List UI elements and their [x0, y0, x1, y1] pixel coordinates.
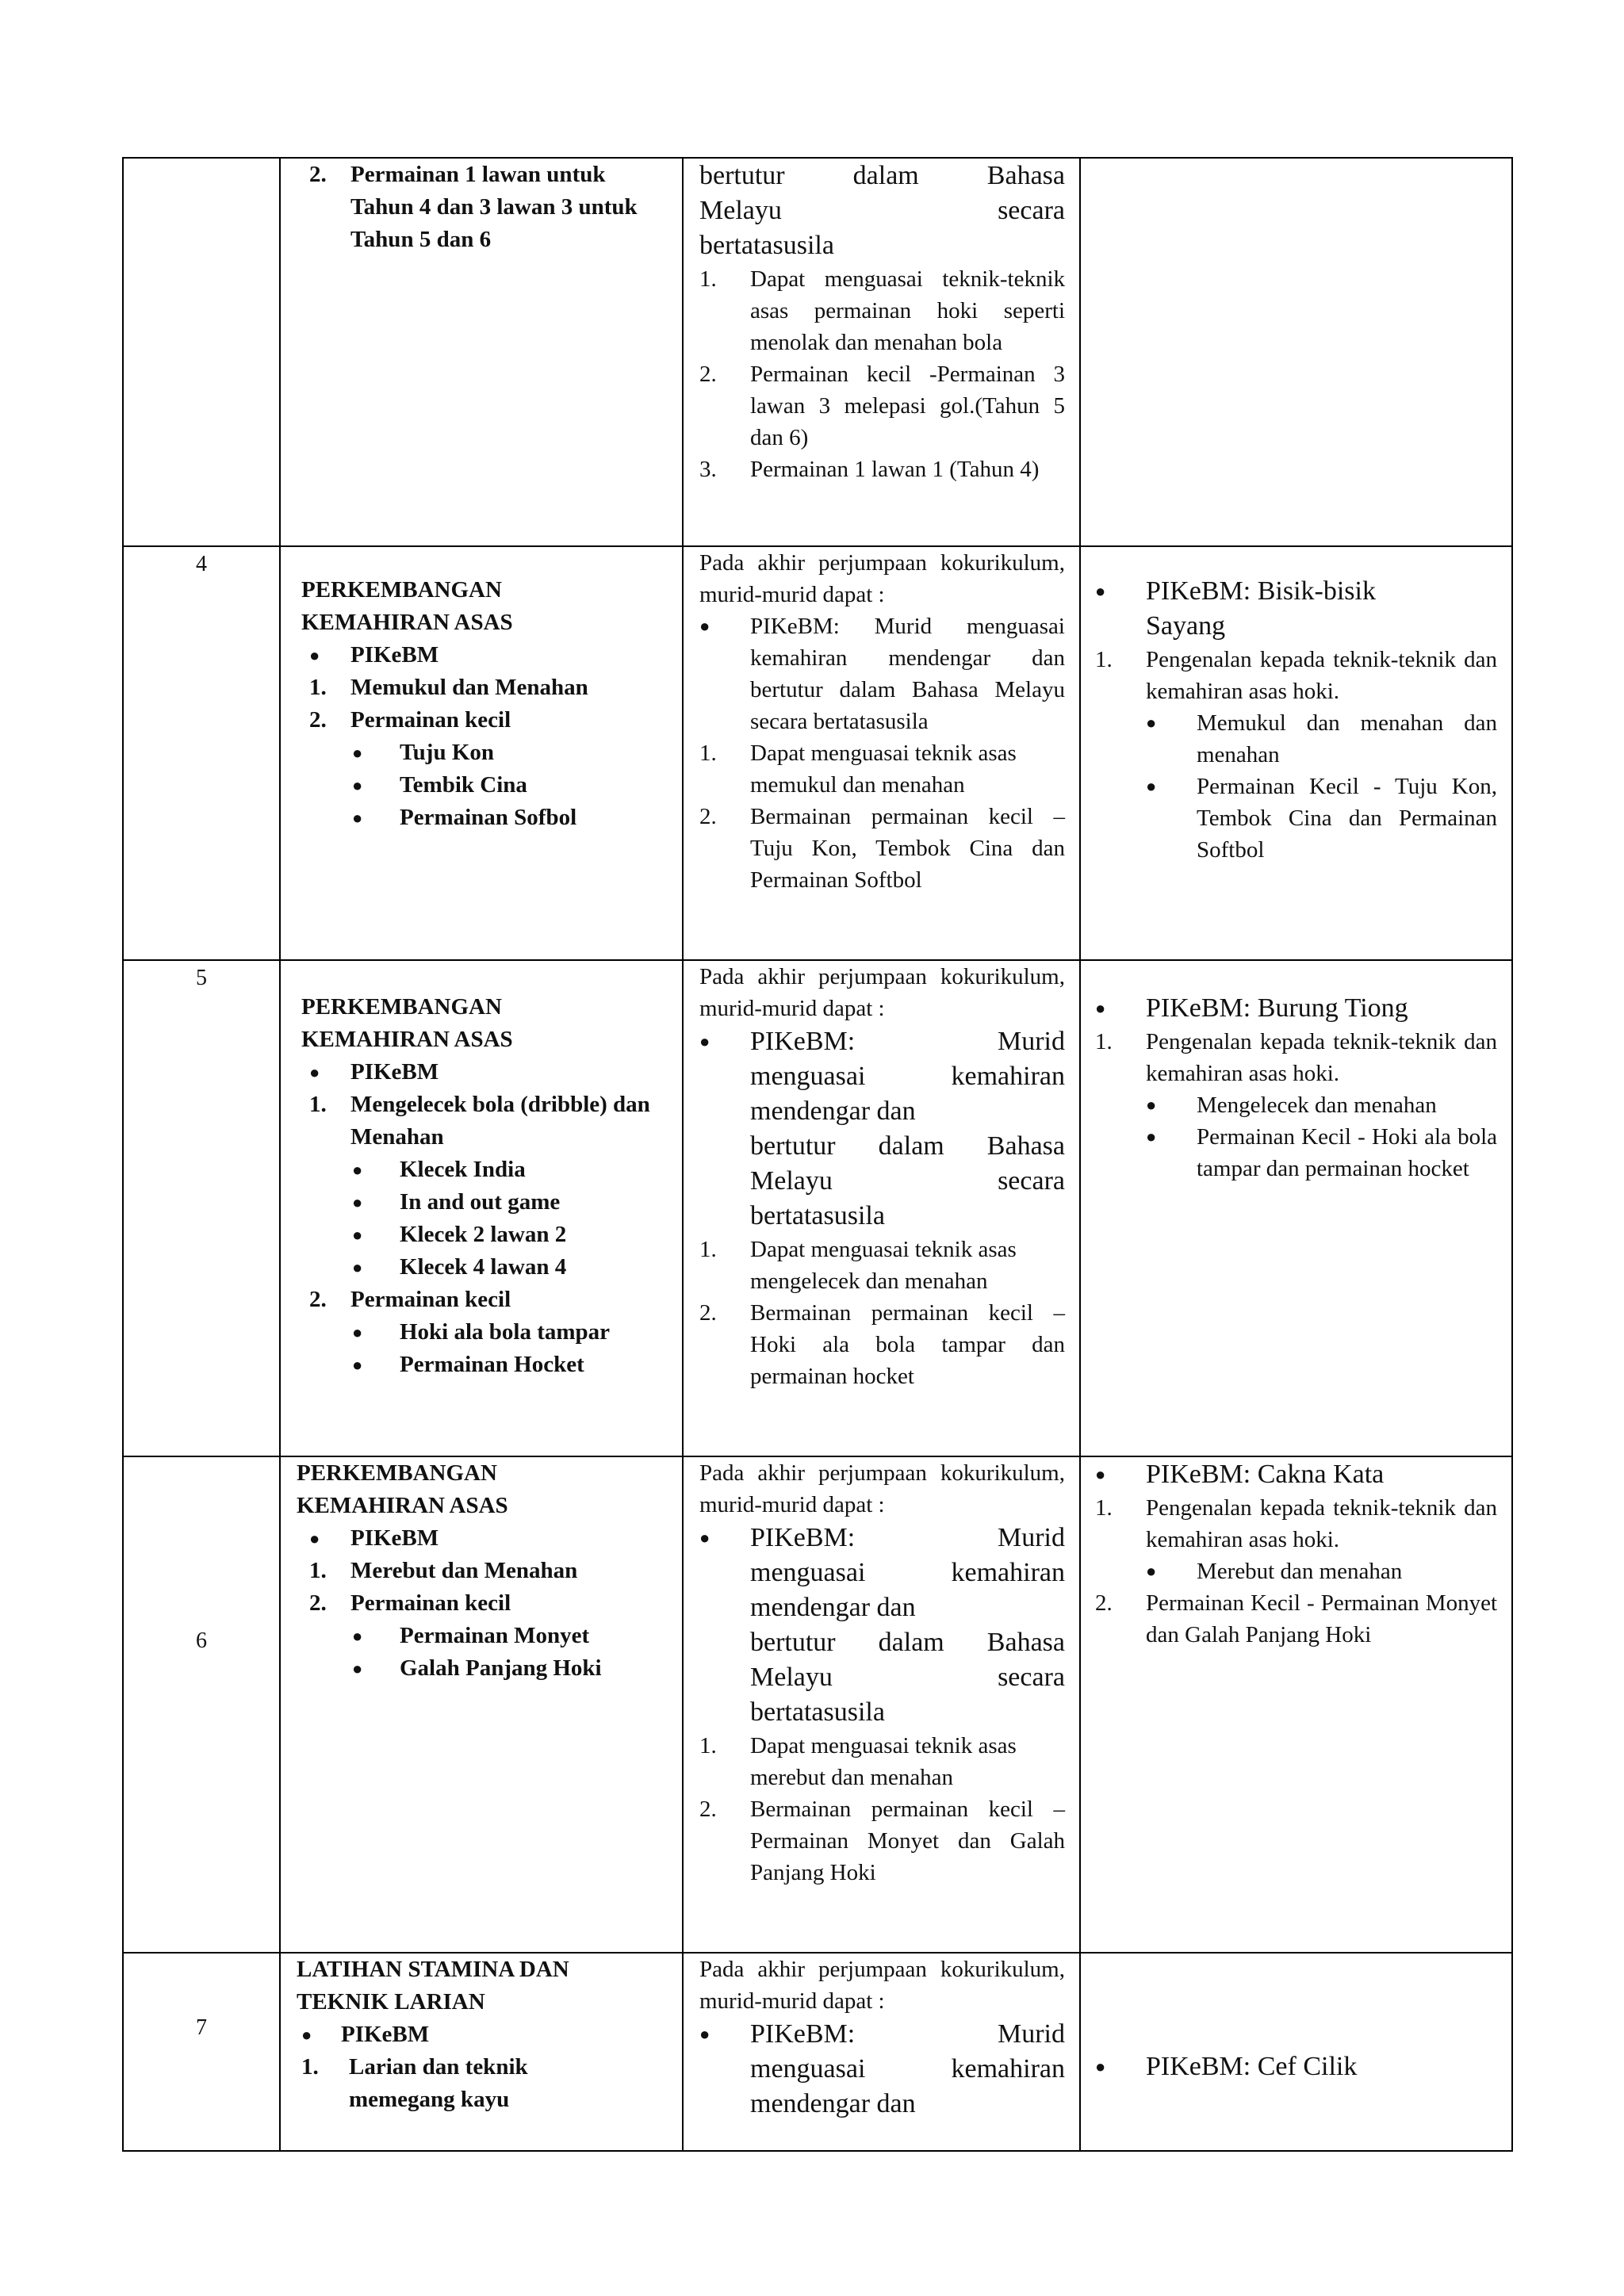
topic-numbered-item: 2. Permainan kecil	[309, 1287, 511, 1312]
topic-subitem: ● Klecek 2 lawan 2	[352, 1222, 567, 1247]
objective-cell	[683, 1953, 1080, 2151]
topic-subitem: ● Hoki ala bola tampar	[352, 1319, 611, 1345]
topic-subitem: ● Tembik Cina	[352, 772, 527, 798]
objective-item: 2. Bermainan permainan kecil – Tuju Kon, Tembok Cina dan Permainan Softbol	[699, 804, 1065, 893]
activity-bullet: ● PIKeBM: Cakna Kata	[1095, 1460, 1385, 1489]
objective-cell	[683, 1456, 1080, 1953]
activity-item: 2. Permainan Kecil - Permainan Monyet dan Galah Panjang Hoki	[1095, 1590, 1497, 1647]
topic-numbered-item: 1. Larian dan teknik memegang kayu	[301, 2054, 528, 2112]
topic-numbered-item: 1. Memukul dan Menahan	[309, 675, 588, 700]
week-cell: 7	[123, 1953, 280, 2151]
objective-item: 1. Dapat menguasai teknik asas merebut dan menahan	[699, 1733, 1017, 1790]
objective-intro: Pada akhir perjumpaan kokurikulum, murid-murid dapat :	[699, 964, 1065, 1021]
topic-subitem: ● Permainan Sofbol	[352, 805, 577, 830]
topic-numbered-item: 1. Mengelecek bola (dribble) dan Menahan	[309, 1092, 650, 1150]
objective-cell	[683, 960, 1080, 1456]
topic-numbered-item: 2. Permainan kecil	[309, 1590, 511, 1616]
activity-cell	[1080, 158, 1512, 546]
lesson-plan-table	[122, 157, 1513, 2152]
table-row	[123, 1953, 1512, 2151]
topic-subitem: ● Galah Panjang Hoki	[352, 1655, 602, 1681]
objective-item: 2. Bermainan permainan kecil – Hoki ala bola tampar dan permainan hocket	[699, 1300, 1065, 1389]
topic-title: PERKEMBANGAN KEMAHIRAN ASAS	[301, 577, 513, 635]
objective-line: bertatasusila	[699, 231, 834, 260]
topic-subitem: ● Klecek India	[352, 1157, 526, 1182]
topic-bullet: ● PIKeBM	[309, 642, 439, 668]
topic-cell	[280, 1953, 683, 2151]
week-cell: 6	[123, 1456, 280, 1953]
objective-item: 1. Dapat menguasai teknik asas mengelecek dan menahan	[699, 1237, 1017, 1294]
week-cell: 4	[123, 546, 280, 960]
table-row	[123, 158, 1512, 546]
objective-intro: Pada akhir perjumpaan kokurikulum, murid-murid dapat :	[699, 550, 1065, 607]
table-row	[123, 546, 1512, 960]
objective-bullet: ● PIKeBM: Murid menguasai kemahiran mendengar dan bertutur dalam Bahasa Melayu secara bertatasusila	[699, 1027, 1065, 1230]
objective-line: bertutur dalam Bahasa	[699, 161, 1065, 190]
objective-bullet: ● PIKeBM: Murid menguasai kemahiran mendengar dan bertutur dalam Bahasa Melayu secara bertatasusila	[699, 1523, 1065, 1727]
activity-cell	[1080, 960, 1512, 1456]
activity-cell	[1080, 1456, 1512, 1953]
week-cell: 5	[123, 960, 280, 1456]
topic-title: LATIHAN STAMINA DAN TEKNIK LARIAN	[297, 1957, 569, 2015]
week-cell	[123, 158, 280, 546]
activity-cell	[1080, 1953, 1512, 2151]
topic-numbered-item: 2. Permainan kecil	[309, 707, 511, 733]
objective-item: 1. Dapat menguasai teknik asas memukul dan menahan	[699, 740, 1017, 798]
topic-title: PERKEMBANGAN KEMAHIRAN ASAS	[301, 994, 513, 1052]
activity-item: 1. Pengenalan kepada teknik-teknik dan kemahiran asas hoki.	[1095, 647, 1497, 704]
topic-bullet: ● PIKeBM	[301, 2022, 430, 2047]
topic-subitem: ● Klecek 4 lawan 4	[352, 1254, 567, 1280]
activity-subitem: ● Mengelecek dan menahan	[1146, 1093, 1437, 1118]
topic-subitem: ● Tuju Kon	[352, 740, 495, 765]
activity-subitem: ● Permainan Kecil - Tuju Kon, Tembok Cina dan Permainan Softbol	[1146, 774, 1497, 863]
objective-item: 3. Permainan 1 lawan 1 (Tahun 4)	[699, 457, 1040, 482]
topic-bullet: ● PIKeBM	[309, 1525, 439, 1551]
table-row	[123, 960, 1512, 1456]
objective-line: Melayu secara	[699, 196, 1065, 225]
activity-bullet: ● PIKeBM: Cef Cilik	[1095, 2052, 1358, 2081]
objective-cell	[683, 546, 1080, 960]
activity-bullet: ● PIKeBM: Burung Tiong	[1095, 993, 1408, 1023]
objective-bullet: ● PIKeBM: Murid menguasai kemahiran mendengar dan	[699, 2019, 1065, 2118]
topic-numbered-item: 1. Merebut dan Menahan	[309, 1558, 578, 1583]
objective-item: 1. Dapat menguasai teknik-teknik asas permainan hoki seperti menolak dan menahan bola	[699, 266, 1065, 355]
objective-item: 2. Permainan kecil -Permainan 3 lawan 3 melepasi gol.(Tahun 5 dan 6)	[699, 362, 1065, 450]
objective-intro: Pada akhir perjumpaan kokurikulum, murid-murid dapat :	[699, 1460, 1065, 1517]
activity-subitem: ● Merebut dan menahan	[1146, 1559, 1403, 1584]
topic-numbered-item: 2. Permainan 1 lawan untuk Tahun 4 dan 3 lawan 3 untuk Tahun 5 dan 6	[309, 162, 638, 252]
objective-bullet: ● PIKeBM: Murid menguasai kemahiran mendengar dan bertutur dalam Bahasa Melayu secara bertatasusila	[699, 614, 1065, 734]
topic-bullet: ● PIKeBM	[309, 1059, 439, 1085]
activity-item: 1. Pengenalan kepada teknik-teknik dan kemahiran asas hoki.	[1095, 1029, 1497, 1086]
topic-cell	[280, 960, 683, 1456]
activity-subitem: ● Permainan Kecil - Hoki ala bola tampar dan permainan hocket	[1146, 1124, 1497, 1181]
table-row	[123, 1456, 1512, 1953]
topic-cell	[280, 158, 683, 546]
topic-subitem: ● Permainan Monyet	[352, 1623, 590, 1648]
topic-subitem: ● Permainan Hocket	[352, 1352, 584, 1377]
topic-title: PERKEMBANGAN KEMAHIRAN ASAS	[297, 1460, 508, 1518]
activity-bullet: ● PIKeBM: Bisik-bisik Sayang	[1095, 576, 1376, 641]
activity-item: 1. Pengenalan kepada teknik-teknik dan kemahiran asas hoki.	[1095, 1495, 1497, 1552]
activity-subitem: ● Memukul dan menahan dan menahan	[1146, 710, 1497, 767]
objective-item: 2. Bermainan permainan kecil – Permainan Monyet dan Galah Panjang Hoki	[699, 1797, 1065, 1885]
topic-subitem: ● In and out game	[352, 1189, 561, 1215]
topic-cell	[280, 1456, 683, 1953]
topic-cell	[280, 546, 683, 960]
objective-intro: Pada akhir perjumpaan kokurikulum, murid-murid dapat :	[699, 1957, 1065, 2014]
objective-cell	[683, 158, 1080, 546]
activity-cell	[1080, 546, 1512, 960]
